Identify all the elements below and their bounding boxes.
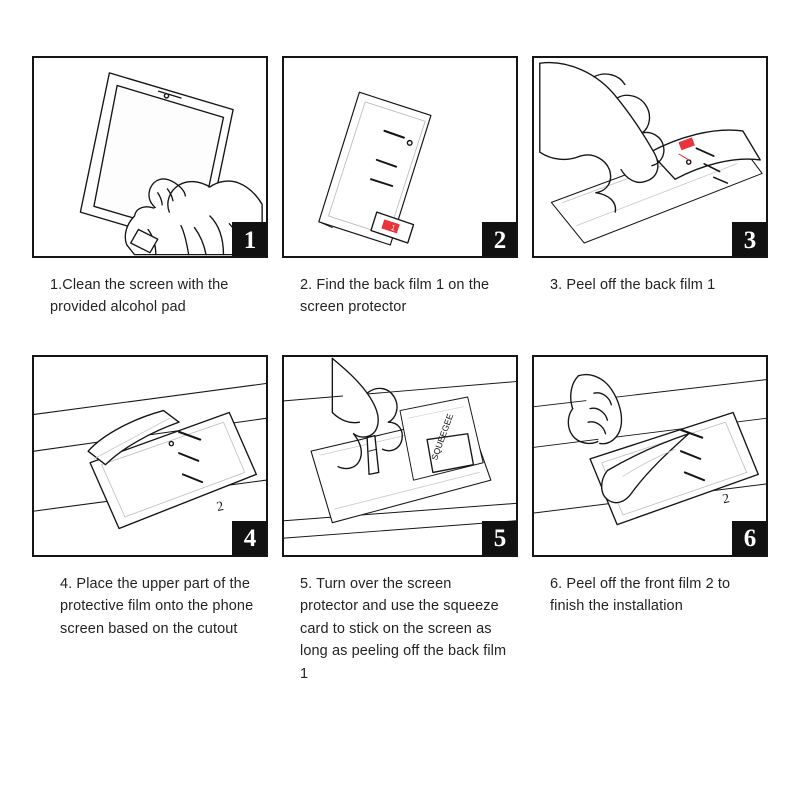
svg-text:2: 2 (215, 497, 225, 514)
step-badge-1: 1 (232, 222, 268, 258)
step-caption-6: 6. Peel off the front film 2 to finish the installation (550, 575, 731, 615)
step-caption-4: 4. Place the upper part of the protective film onto the phone screen based on the cutout (60, 575, 254, 637)
step-illustration-3 (532, 56, 768, 258)
step-caption-3: 3. Peel off the back film 1 (550, 277, 716, 293)
step-badge-3: 3 (732, 222, 768, 258)
svg-text:2: 2 (720, 490, 731, 507)
step-card-3 (532, 56, 768, 319)
step-illustration-6 (532, 355, 768, 557)
step-card-1 (32, 56, 268, 319)
step-card-6 (532, 355, 768, 685)
step-badge-4: 4 (232, 521, 268, 557)
step-caption-2: 2. Find the back film 1 on the screen protector (300, 277, 490, 316)
step-illustration-1 (32, 56, 268, 258)
step-illustration-5 (282, 355, 518, 557)
svg-text:SQUEEGEE: SQUEEGEE (429, 412, 456, 462)
step-card-4 (32, 355, 268, 685)
steps-row-1 (32, 56, 768, 319)
step-illustration-4 (32, 355, 268, 557)
step-caption-1: 1.Clean the screen with the provided alcohol pad (50, 277, 229, 316)
step-badge-2: 2 (482, 222, 518, 258)
step-badge-5: 5 (482, 521, 518, 557)
step-card-5 (282, 355, 518, 685)
step-card-2 (282, 56, 518, 319)
step-badge-6: 6 (732, 521, 768, 557)
svg-text:1: 1 (389, 222, 397, 233)
step-illustration-2 (282, 56, 518, 258)
steps-row-2 (32, 355, 768, 685)
step-caption-5: 5. Turn over the screen protector and use the squeeze card to stick on the screen as long as peeling off the back film 1 (300, 575, 507, 682)
